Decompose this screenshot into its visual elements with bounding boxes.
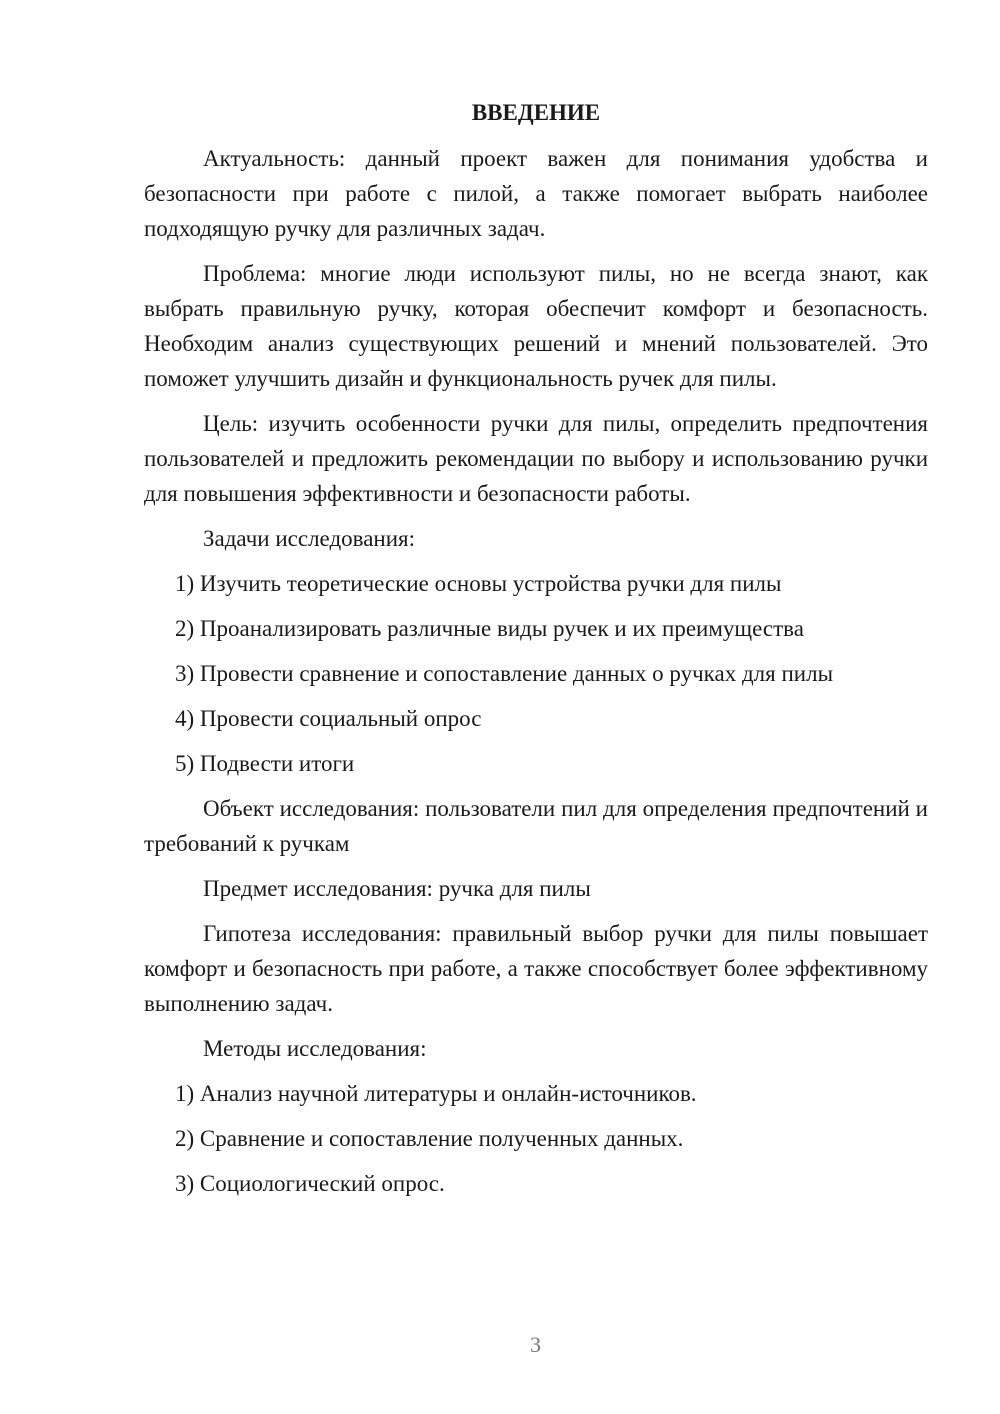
problem-paragraph: Проблема: многие люди используют пилы, но не всегда знают, как выбрать правильную ручку, которая обеспечит комфорт и безопасность. Необходим анализ существующих решений и мнений пользователей. Это поможет улучшить дизайн и функциональность ручек для пилы. [144, 261, 928, 391]
task-item: 3) Провести сравнение и сопоставление данных о ручках для пилы [175, 661, 834, 686]
method-item: 1) Анализ научной литературы и онлайн-источников. [175, 1081, 697, 1106]
method-item: 3) Социологический опрос. [175, 1171, 445, 1196]
relevance-paragraph: Актуальность: данный проект важен для понимания удобства и безопасности при работе с пилой, а также помогает выбрать наиболее подходящую ручку для различных задач. [144, 146, 928, 241]
tasks-heading: Задачи исследования: [203, 526, 416, 551]
page-title: ВВЕДЕНИЕ [471, 100, 601, 125]
hypothesis-paragraph: Гипотеза исследования: правильный выбор ручки для пилы повышает комфорт и безопасность при работе, а также способствует более эффективному выполнению задач. [144, 921, 928, 1016]
goal-paragraph: Цель: изучить особенности ручки для пилы, определить предпочтения пользователей и предложить рекомендации по выбору и использованию ручки для повышения эффективности и безопасности работы. [144, 411, 928, 506]
task-item: 1) Изучить теоретические основы устройства ручки для пилы [175, 571, 782, 596]
task-item: 5) Подвести итоги [175, 751, 355, 776]
methods-heading: Методы исследования: [203, 1036, 427, 1061]
method-item: 2) Сравнение и сопоставление полученных данных. [175, 1126, 684, 1151]
page-number: 3 [530, 1332, 541, 1357]
object-paragraph: Объект исследования: пользователи пил для определения предпочтений и требований к ручкам [144, 796, 928, 856]
subject-paragraph: Предмет исследования: ручка для пилы [203, 876, 591, 901]
task-item: 2) Проанализировать различные виды ручек и их преимущества [175, 616, 804, 641]
document-body [144, 95, 928, 1211]
task-item: 4) Провести социальный опрос [175, 706, 482, 731]
